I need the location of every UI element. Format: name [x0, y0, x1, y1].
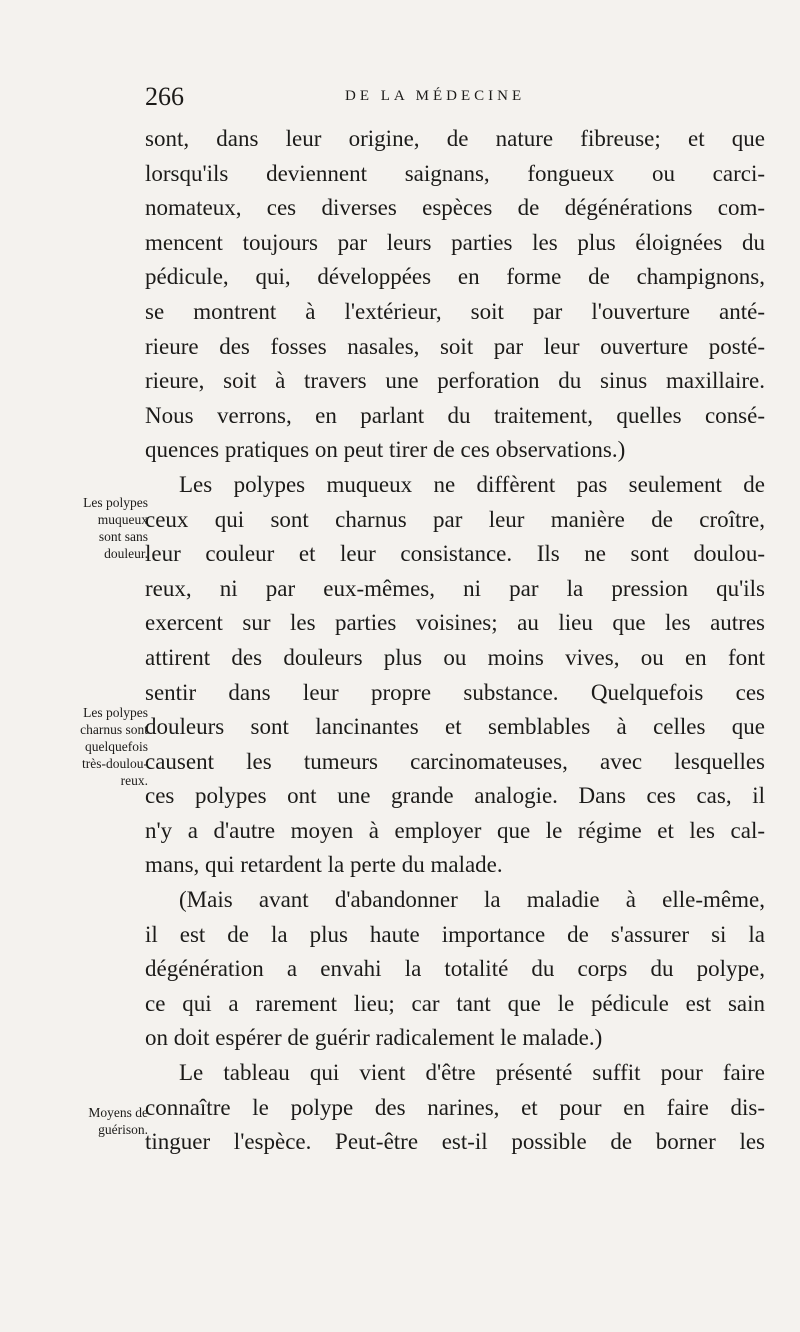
margin-note-line: Les polypes	[83, 705, 148, 720]
margin-note-charnus	[28, 704, 148, 789]
text-line: ceux qui sont charnus par leur manière de croître,	[145, 506, 765, 532]
text-line: dégénération a envahi la totalité du corps du polype,	[145, 956, 765, 982]
text-line: rieure, soit à travers une perforation du sinus maxillaire.	[145, 368, 765, 394]
text-line: nomateux, ces diverses espèces de dégénérations com-	[145, 195, 765, 221]
text-line: mencent toujours par leurs parties les plus éloignées du	[145, 229, 765, 255]
text-line: lorsqu'ils deviennent saignans, fongueux ou carci-	[145, 160, 765, 186]
text-line: pédicule, qui, développées en forme de champignons,	[145, 264, 765, 290]
text-line: il est de la plus haute importance de s'assurer si la	[145, 921, 765, 947]
text-line: Nous verrons, en parlant du traitement, quelles consé-	[145, 402, 765, 428]
margin-note-guerison	[28, 1104, 148, 1138]
margin-note-muqueux	[28, 494, 148, 562]
text-line: attirent des douleurs plus ou moins vives, ou en font	[145, 644, 765, 670]
text-line: on doit espérer de guérir radicalement le malade.)	[145, 1025, 603, 1051]
text-line: mans, qui retardent la perte du malade.	[145, 852, 503, 878]
text-line: connaître le polype des narines, et pour en faire dis-	[145, 1094, 765, 1120]
text-line: (Mais avant d'abandonner la maladie à elle-même,	[179, 887, 765, 913]
text-line: causent les tumeurs carcinomateuses, avec lesquelles	[145, 748, 765, 774]
text-line: quences pratiques on peut tirer de ces observations.)	[145, 437, 626, 463]
text-line: se montrent à l'extérieur, soit par l'ouverture anté-	[145, 298, 765, 324]
text-line: sentir dans leur propre substance. Quelquefois ces	[145, 679, 765, 705]
text-line: n'y a d'autre moyen à employer que le régime et les cal-	[145, 817, 765, 843]
margin-note-line: Moyens de	[88, 1105, 148, 1120]
margin-note-line: quelquefois	[85, 739, 148, 754]
text-line: ces polypes ont une grande analogie. Dans ces cas, il	[145, 783, 765, 809]
page-header	[145, 82, 760, 116]
body-text	[145, 122, 765, 1160]
running-title: DE LA MÉDECINE	[345, 88, 526, 104]
margin-note-line: Les polypes	[83, 495, 148, 510]
text-line: tinguer l'espèce. Peut-être est-il possible de borner les	[145, 1129, 765, 1155]
text-line: ce qui a rarement lieu; car tant que le pédicule est sain	[145, 990, 765, 1016]
margin-note-line: très-doulou-	[82, 756, 148, 771]
text-line: douleurs sont lancinantes et semblables à celles que	[145, 714, 765, 740]
margin-note-line: guérison.	[98, 1122, 148, 1137]
margin-note-line: douleur.	[104, 546, 148, 561]
text-line: Le tableau qui vient d'être présenté suffit pour faire	[179, 1060, 765, 1086]
text-line: exercent sur les parties voisines; au lieu que les autres	[145, 610, 765, 636]
margin-note-line: reux.	[120, 773, 148, 788]
text-line: rieure des fosses nasales, soit par leur ouverture posté-	[145, 333, 765, 359]
text-line: leur couleur et leur consistance. Ils ne sont doulou-	[145, 541, 765, 567]
margin-note-line: charnus sont	[80, 722, 148, 737]
margin-note-line: muqueux	[97, 512, 148, 527]
text-line: reux, ni par eux-mêmes, ni par la pression qu'ils	[145, 575, 765, 601]
text-line: Les polypes muqueux ne diffèrent pas seulement de	[179, 471, 765, 497]
text-line: sont, dans leur origine, de nature fibreuse; et que	[145, 126, 765, 151]
page-number: 266	[145, 82, 184, 111]
margin-note-line: sont sans	[98, 529, 148, 544]
